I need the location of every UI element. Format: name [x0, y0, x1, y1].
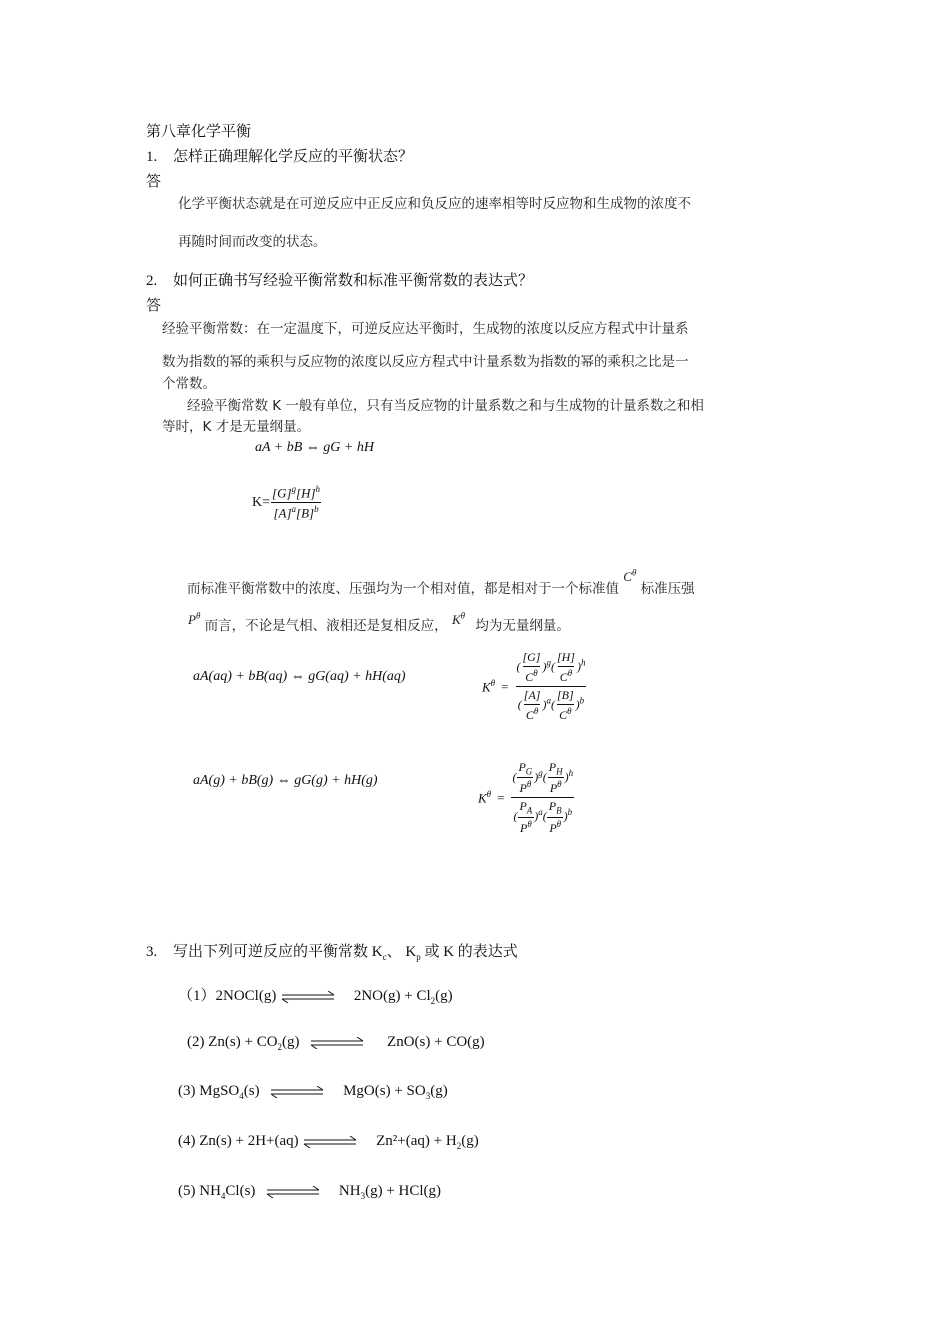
answer-text: 数为指数的幂的乘积与反应物的浓度以反应方程式中计量系数为指数的幂的乘积之比是一 [162, 354, 689, 370]
standard-constant-text: 而标准平衡常数中的浓度、压强均为一个相对值，都是相对于一个标准值 $C^\theta$ 标准压强 [187, 567, 695, 597]
question-number: 3. [146, 944, 158, 960]
equilibrium-arrow-icon [265, 1186, 321, 1198]
reaction-5: (5) $NH_4Cl(s) NH_3(g) + HCl(g)$ [178, 1183, 442, 1201]
answer-text: 个常数。 [162, 376, 216, 392]
k-theta-gas-expression: $K^\theta$ = ( $\frac{P_G}{P^\theta}$ )$^g$( $\frac{P_H}{P^\theta}$ )$^h$ ( $\frac{P_A}{P^\theta}$ )$^a$( $\frac{P_B}{P^\theta}$ )$^b$ [478, 760, 574, 835]
question-text: 怎样正确理解化学反应的平衡状态？ [173, 149, 414, 165]
equilibrium-arrow-icon [302, 1136, 358, 1148]
k-theta-gas-fraction: ( $\frac{P_G}{P^\theta}$ )$^g$( $\frac{P_H}{P^\theta}$ )$^h$ ( $\frac{P_A}{P^\theta}$ )$^a$( $\frac{P_B}{P^\theta}$ )$^b$ [512, 760, 574, 835]
reaction-1: （1）2NOCl(g) $2NO(g) + Cl_2(g)$ [178, 988, 453, 1006]
question-2 [146, 269, 533, 290]
question-text: 如何正确书写经验平衡常数和标准平衡常数的表达式？ [173, 273, 534, 289]
reaction-2: (2) $Zn(s) + CO_2(g) ZnO(s) + CO(g)$ [187, 1034, 485, 1052]
k-theta-label: $K^\theta$ [478, 789, 492, 806]
k-theta-aq-expression: $K^\theta$ = ( $\frac{[G]}{C^\theta}$ )$^g$( $\frac{[H]}{C^\theta}$ )$^h$ ( $\frac{[A]}{C^\theta}$ )$^a$( $\frac{[B]}{C^\theta}$ )$^b$ [482, 650, 586, 722]
question-number: 2. [146, 273, 158, 289]
question-3: 3. 写出下列可逆反应的平衡常数 $K_c$、 $K_p$ 或 K 的表达式 [146, 944, 518, 962]
question-1 [146, 145, 413, 166]
reaction-gas: aA(g) + bB(g) ⇔ gG(g) + hH(g) [193, 773, 378, 788]
equilibrium-arrow-icon [280, 991, 336, 1003]
reaction-general: aA + bB ⇔ gG + hH [255, 440, 374, 455]
equilibrium-arrow-icon [269, 1086, 325, 1098]
p-theta-symbol: $P^\theta$ [188, 610, 201, 627]
reaction-3: (3) MgSO$_4$(s) $MgO(s) + SO_3(g)$ [178, 1083, 448, 1101]
equilibrium-arrow-icon [309, 1037, 365, 1049]
chapter-title: 第八章化学平衡 [146, 124, 252, 140]
k-theta-aq-fraction: ( $\frac{[G]}{C^\theta}$ )$^g$( $\frac{[H]}{C^\theta}$ )$^h$ ( $\frac{[A]}{C^\theta}$ )$^a$( $\frac{[B]}{C^\theta}$ )$^b$ [516, 650, 586, 722]
reaction-4: (4) Zn(s) + 2H+(aq) $Zn^2+(aq) + H_2(g)$ [178, 1133, 479, 1151]
k-label: K= [252, 494, 271, 510]
answer-text: 化学平衡状态就是在可逆反应中正反应和负反应的速率相等时反应物和生成物的浓度不 [178, 196, 691, 212]
answer-text: 经验平衡常数：在一定温度下，可逆反应达平衡时，生成物的浓度以反应方程式中计量系 [162, 321, 689, 337]
k-fraction: $\frac{[G]^g[H]^h}{[A]^a[B]^b}$ [272, 484, 321, 521]
reaction-aq: aA(aq) + bB(aq) ⇔ gG(aq) + hH(aq) [193, 669, 406, 684]
c-theta-symbol: $C^\theta$ [623, 567, 637, 584]
answer-label: 答 [146, 298, 162, 314]
question-number: 1. [146, 149, 158, 165]
k-expression [252, 484, 322, 522]
answer-text: 经验平衡常数 K 一般有单位，只有当反应物的计量系数之和与生成物的计量系数之和相 [187, 398, 704, 414]
k-theta-symbol: $K^\theta$ [451, 610, 466, 627]
answer-label: 答 [146, 174, 162, 190]
k-theta-label: $K^\theta$ [482, 677, 496, 695]
answer-text: 等时，K 才是无量纲量。 [162, 419, 311, 435]
answer-text: 再随时间而改变的状态。 [178, 234, 327, 250]
standard-constant-text: $P^\theta$ 而言，不论是气相、液相还是复相反应， $K^\theta$ 均为无量纲量。 [188, 610, 570, 634]
